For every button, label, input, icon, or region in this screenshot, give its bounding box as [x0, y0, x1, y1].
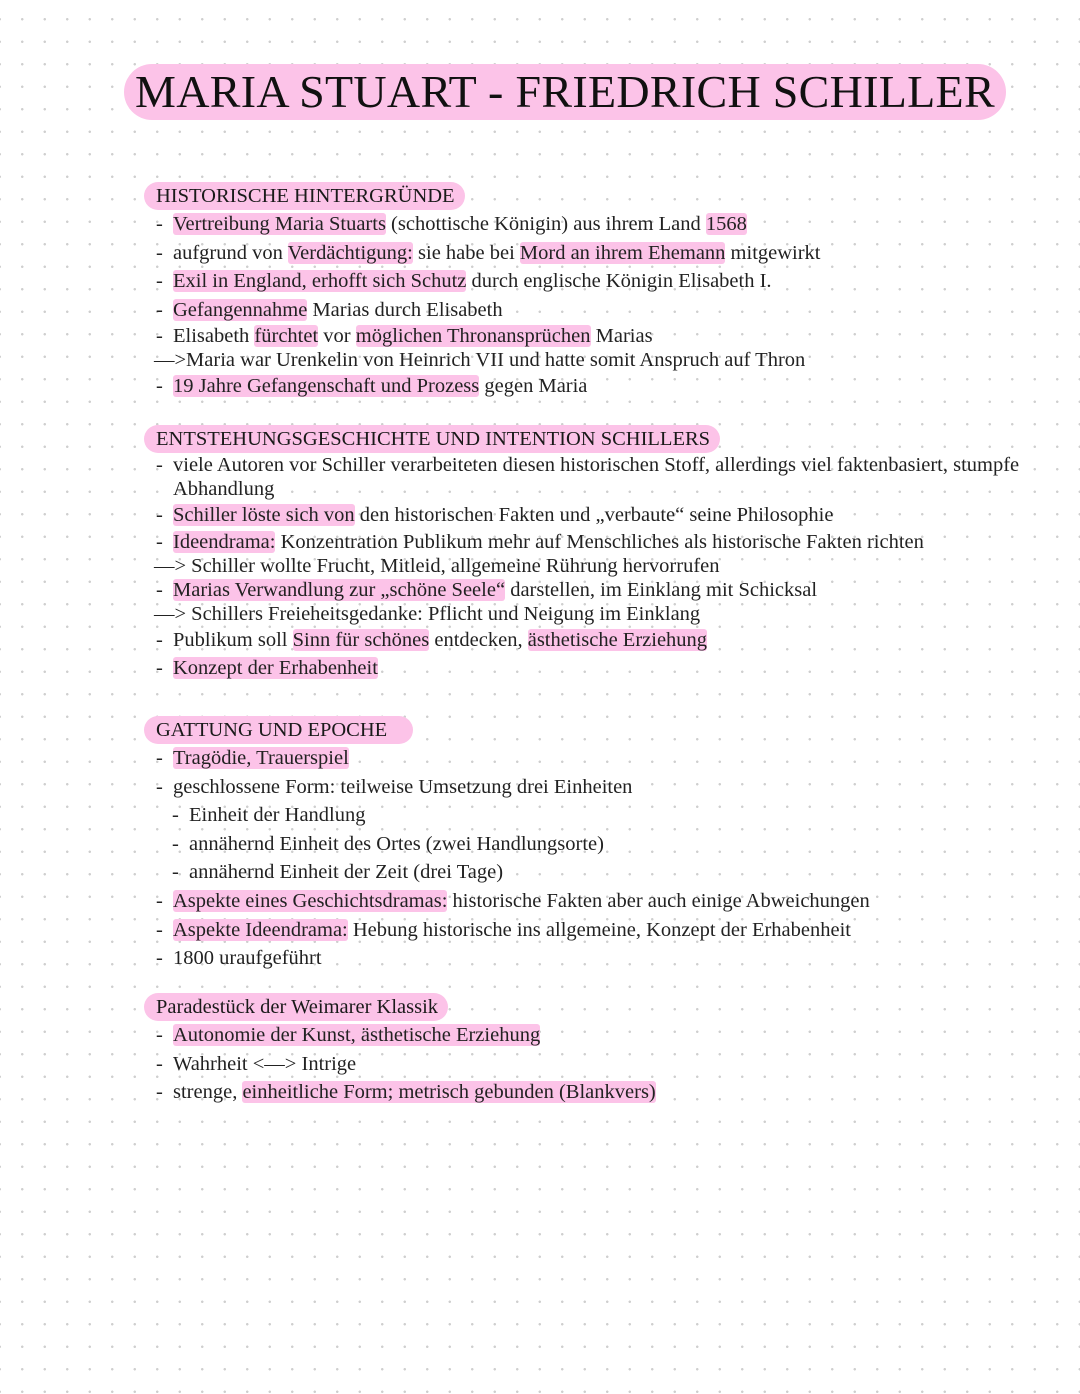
list-item: - Konzept der Erhabenheit [156, 657, 378, 680]
sub-list-item: - Einheit der Handlung [172, 804, 366, 827]
arrow-note: —>Maria war Urenkelin von Heinrich VII und hatte somit Anspruch auf Thron [154, 349, 806, 372]
section-historische-hintergruende [144, 182, 1044, 401]
list-item: - Aspekte Ideendrama: Hebung historische ins allgemeine, Konzept der Erhabenheit [156, 918, 851, 941]
list-item: - Exil in England, erhofft sich Schutz durch englische Königin Elisabeth I. [156, 270, 772, 293]
sub-list-item: - annähernd Einheit der Zeit (drei Tage) [172, 861, 504, 884]
list-item: - Marias Verwandlung zur „schöne Seele“ darstellen, im Einklang mit Schicksal [156, 578, 818, 601]
list-item: - viele Autoren vor Schiller verarbeiteten diesen historischen Stoff, allerdings viel faktenbasiert, stumpfe [156, 454, 1020, 476]
list-item: - Aspekte eines Geschichtsdramas: historische Fakten aber auch einige Abweichungen [156, 889, 870, 912]
section-heading: Paradestück der Weimarer Klassik [144, 993, 448, 1021]
list-item: - Autonomie der Kunst, ästhetische Erziehung [156, 1024, 541, 1046]
list-item: - 1800 uraufgeführt [156, 947, 322, 970]
list-item: - Gefangennahme Marias durch Elisabeth [156, 298, 503, 321]
section-heading: HISTORISCHE HINTERGRÜNDE [144, 182, 465, 210]
list-item-continuation: Abhandlung [173, 478, 275, 500]
list-item: - geschlossene Form: teilweise Umsetzung drei Einheiten [156, 775, 633, 798]
list-item: - Tragödie, Trauerspiel [156, 747, 349, 769]
list-item: - aufgrund von Verdächtigung: sie habe bei Mord an ihrem Ehemann mitgewirkt [156, 241, 821, 264]
list-item: - Wahrheit <—> Intrige [156, 1052, 357, 1075]
section-heading: ENTSTEHUNGSGESCHICHTE UND INTENTION SCHILLERS [144, 425, 720, 453]
arrow-note: —> Schillers Freieheitsgedanke: Pflicht und Neigung im Einklang [154, 602, 701, 625]
list-item: - Schiller löste sich von den historischen Fakten und „verbaute“ seine Philosophie [156, 504, 834, 526]
list-item: - 19 Jahre Gefangenschaft und Prozess gegen Maria [156, 375, 588, 398]
section-weimarer-klassik [144, 993, 1044, 1107]
arrow-note: —> Schiller wollte Frucht, Mitleid, allgemeine Rührung hervorrufen [154, 554, 720, 577]
section-heading: GATTUNG UND EPOCHE [144, 716, 413, 744]
list-item: - Elisabeth fürchtet vor möglichen Thronansprüchen Marias [156, 325, 653, 348]
section-entstehungsgeschichte [144, 425, 1044, 683]
list-item: - Ideendrama: Konzentration Publikum mehr auf Menschliches als historische Fakten richten [156, 530, 924, 553]
list-item: - Vertreibung Maria Stuarts (schottische Königin) aus ihrem Land 1568 [156, 213, 747, 235]
sub-list-item: - annähernd Einheit des Ortes (zwei Handlungsorte) [172, 832, 604, 855]
list-item: - Publikum soll Sinn für schönes entdecken, ästhetische Erziehung [156, 628, 708, 651]
page-title: MARIA STUART - FRIEDRICH SCHILLER [124, 64, 1006, 120]
list-item: - strenge, einheitliche Form; metrisch gebunden (Blankvers) [156, 1081, 656, 1104]
section-gattung-und-epoche [144, 716, 1044, 973]
